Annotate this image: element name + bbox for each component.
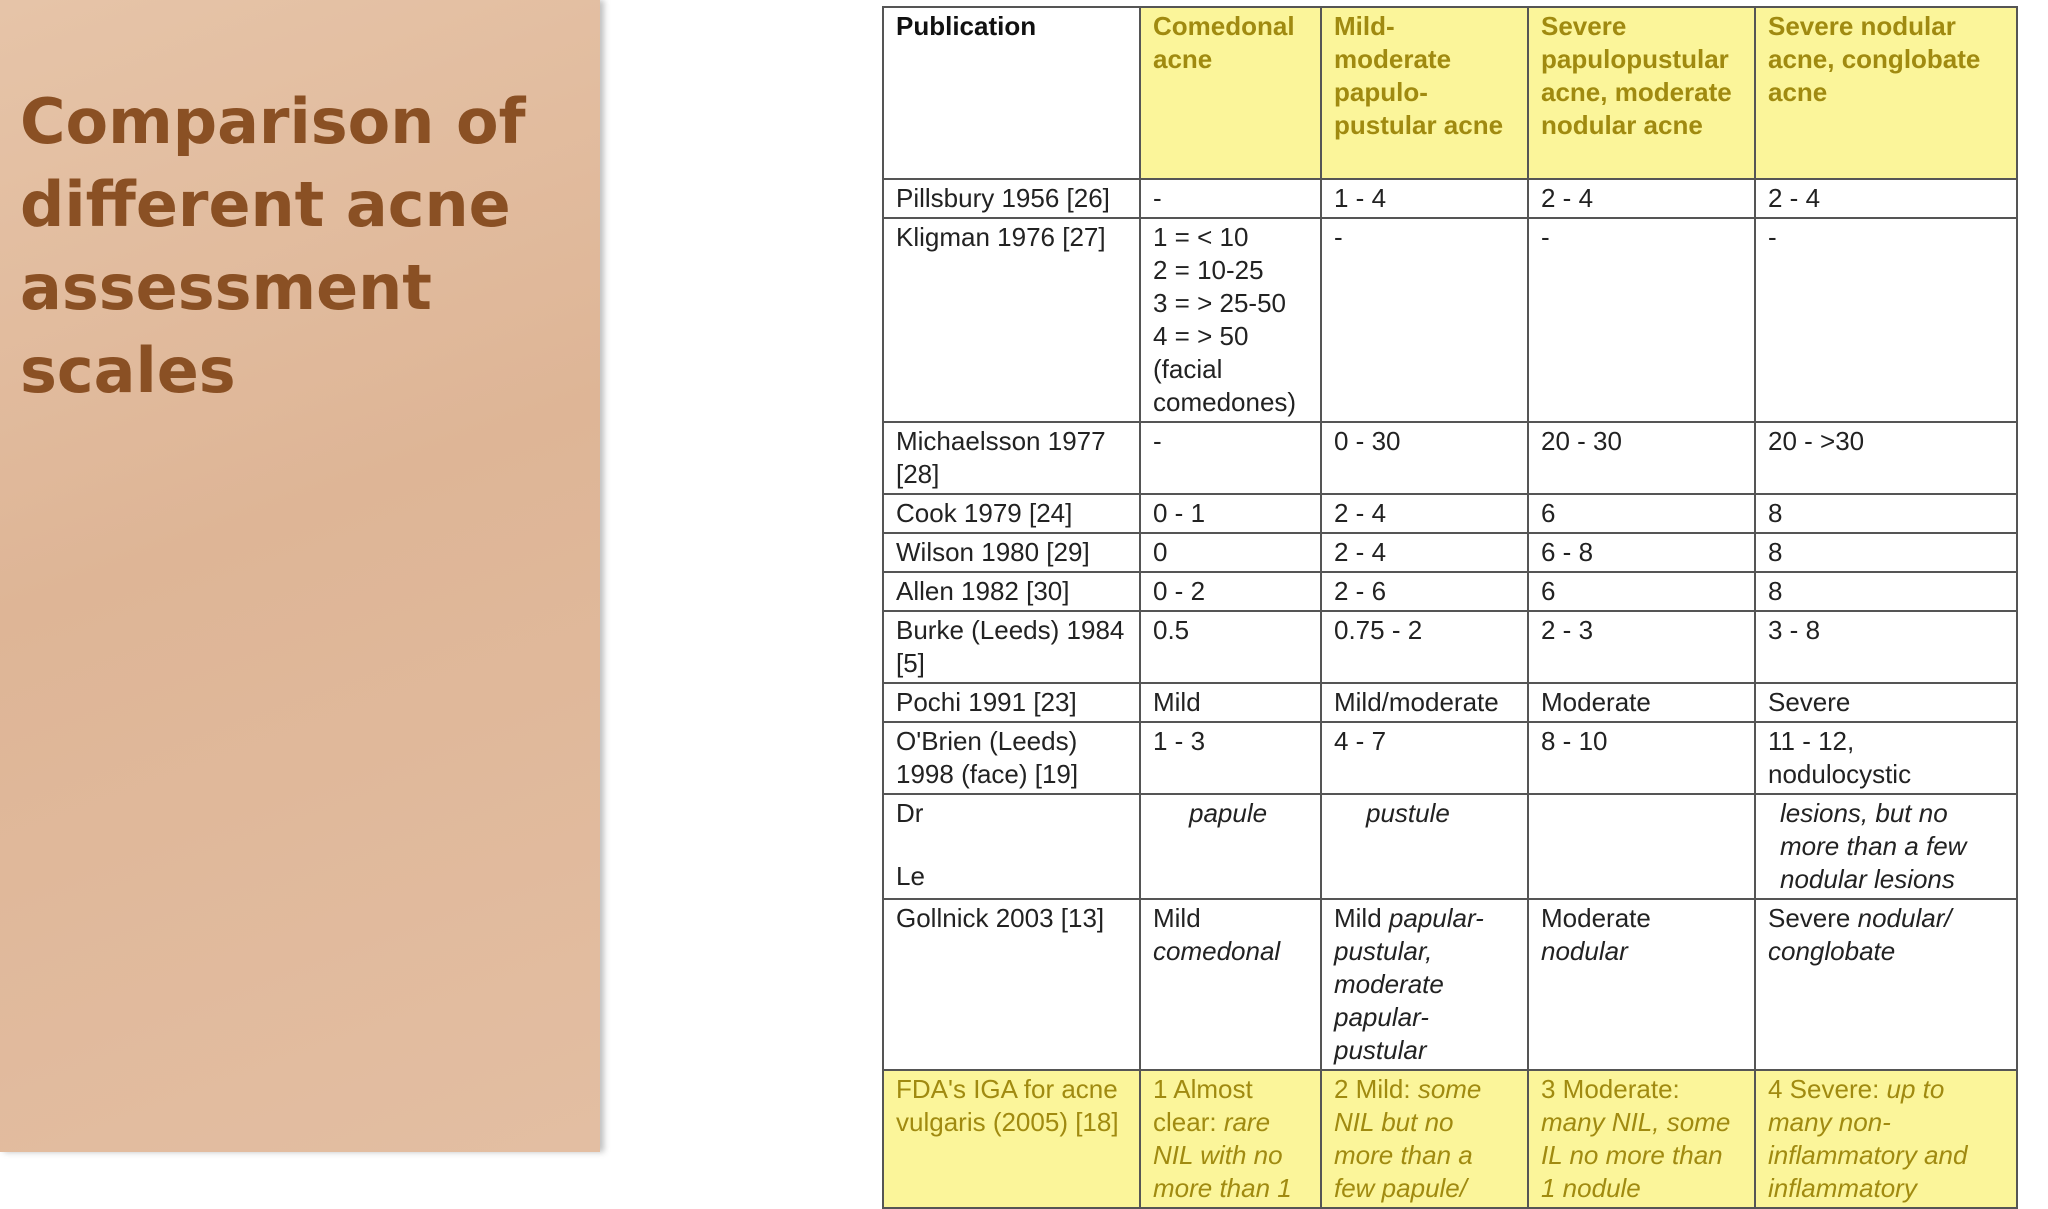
cell-italic-text: comedonal: [1153, 936, 1281, 966]
cell-italic-text: many NIL, some IL no more than 1 nodule: [1541, 1107, 1731, 1203]
cell-mild-moderate: 2 - 4: [1321, 494, 1528, 533]
table-row: [883, 533, 2017, 572]
cell-publication: Allen 1982 [30]: [883, 572, 1140, 611]
cell-comedonal: -: [1140, 179, 1321, 218]
cell-severe-papulopustular: Moderate: [1528, 683, 1755, 722]
cell-mild-moderate-fragment: pustule: [1321, 794, 1528, 899]
cell-comedonal-fragment: papule: [1140, 794, 1321, 899]
header-severe-nodular: Severe nodular acne, conglobate acne: [1755, 7, 2017, 179]
table-row: [883, 218, 2017, 422]
cell-plain-text: 4 Severe:: [1768, 1074, 1880, 1104]
cell-publication: Pillsbury 1956 [26]: [883, 179, 1140, 218]
cell-severe-papulopustular: 2 - 4: [1528, 179, 1755, 218]
cell-comedonal: -: [1140, 422, 1321, 494]
cell-italic-text: nodular/ conglobate: [1768, 903, 1952, 966]
table-row: [883, 722, 2017, 794]
cell-publication: Pochi 1991 [23]: [883, 683, 1140, 722]
cell-mild-moderate: [1321, 1070, 1528, 1208]
cell-mild-moderate: 4 - 7: [1321, 722, 1528, 794]
cell-severe-papulopustular: -: [1528, 218, 1755, 422]
slide-title: Comparison of different acne assessment scales: [20, 85, 526, 407]
cell-severe-papulopustular: 6 - 8: [1528, 533, 1755, 572]
cell-comedonal: 1 - 3: [1140, 722, 1321, 794]
cell-comedonal: [1140, 1070, 1321, 1208]
cell-severe-papulopustular: 6: [1528, 572, 1755, 611]
cell-publication: Kligman 1976 [27]: [883, 218, 1140, 422]
cell-publication: Cook 1979 [24]: [883, 494, 1140, 533]
cell-severe-papulopustular: [1528, 1070, 1755, 1208]
cell-comedonal: 0.5: [1140, 611, 1321, 683]
cell-severe-nodular: 20 - >30: [1755, 422, 2017, 494]
cell-severe-nodular: 8: [1755, 572, 2017, 611]
cell-italic-text: up to many non-inflammatory and inflammatory: [1768, 1074, 1968, 1203]
cell-severe-nodular: Severe: [1755, 683, 2017, 722]
cell-severe-papulopustular: 6: [1528, 494, 1755, 533]
table-row: [883, 494, 2017, 533]
cell-severe-nodular: -: [1755, 218, 2017, 422]
truncated-text-top: Dr: [896, 798, 924, 828]
cell-comedonal: 0 - 1: [1140, 494, 1321, 533]
cell-comedonal: 0: [1140, 533, 1321, 572]
cell-severe-nodular: 8: [1755, 494, 2017, 533]
cell-publication: O'Brien (Leeds) 1998 (face) [19]: [883, 722, 1140, 794]
cell-severe-nodular-fragment: lesions, but no more than a few nodular lesions: [1755, 794, 2017, 899]
cell-severe-nodular: 2 - 4: [1755, 179, 2017, 218]
cell-severe-papulopustular: 2 - 3: [1528, 611, 1755, 683]
cell-mild-moderate: 1 - 4: [1321, 179, 1528, 218]
cell-publication: FDA's IGA for acne vulgaris (2005) [18]: [883, 1070, 1140, 1208]
cell-plain-text: Mild: [1334, 903, 1382, 933]
cell-mild-moderate: [1321, 899, 1528, 1070]
table-row: [883, 179, 2017, 218]
table-row: [883, 572, 2017, 611]
cell-publication: Michaelsson 1977 [28]: [883, 422, 1140, 494]
cell-severe-nodular: [1755, 899, 2017, 1070]
cell-severe-papulopustular: 8 - 10: [1528, 722, 1755, 794]
header-mild-moderate: Mild- moderate papulo- pustular acne: [1321, 7, 1528, 179]
cell-comedonal: 1 = < 10 2 = 10-25 3 = > 25-50 4 = > 50 (facial comedones): [1140, 218, 1321, 422]
cell-severe-nodular: 8: [1755, 533, 2017, 572]
header-severe-papulopustular: Severe papulopustular acne, moderate nodular acne: [1528, 7, 1755, 179]
truncated-text-bottom: Le: [896, 861, 925, 891]
cell-publication: Wilson 1980 [29]: [883, 533, 1140, 572]
acne-scales-table: [882, 6, 2018, 1209]
header-comedonal: Comedonal acne: [1140, 7, 1321, 179]
cell-severe-nodular: [1755, 1070, 2017, 1208]
cell-mild-moderate: -: [1321, 218, 1528, 422]
cell-plain-text: Moderate: [1541, 903, 1651, 933]
cell-mild-moderate: 2 - 4: [1321, 533, 1528, 572]
table-header-row: [883, 7, 2017, 179]
table-row-fda: [883, 1070, 2017, 1208]
cell-plain-text: 3 Moderate:: [1541, 1074, 1680, 1104]
table-row-misaligned: [883, 794, 2017, 899]
cell-comedonal: 0 - 2: [1140, 572, 1321, 611]
table-row: [883, 422, 2017, 494]
cell-severe-papulopustular-fragment: [1528, 794, 1755, 899]
cell-plain-text: Mild: [1153, 903, 1201, 933]
cell-plain-text: 1 Almost clear:: [1153, 1074, 1253, 1137]
table-row: [883, 683, 2017, 722]
cell-italic-text: some NIL but no more than a few papule/: [1334, 1074, 1482, 1203]
cell-italic-text: nodular: [1541, 936, 1628, 966]
table-row: [883, 899, 2017, 1070]
cell-severe-papulopustular: [1528, 899, 1755, 1070]
title-panel: [0, 0, 600, 1152]
table-body: [883, 179, 2017, 1208]
cell-italic-text: rare NIL with no more than 1: [1153, 1107, 1292, 1203]
cell-publication: Burke (Leeds) 1984 [5]: [883, 611, 1140, 683]
cell-italic-text: papular-pustular, moderate papular-pustular: [1334, 903, 1484, 1065]
cell-severe-papulopustular: 20 - 30: [1528, 422, 1755, 494]
cell-plain-text: 2 Mild:: [1334, 1074, 1411, 1104]
cell-plain-text: Severe: [1768, 903, 1851, 933]
comparison-table-container: [882, 6, 2016, 1203]
cell-mild-moderate: 2 - 6: [1321, 572, 1528, 611]
cell-publication: Gollnick 2003 [13]: [883, 899, 1140, 1070]
header-publication: Publication: [883, 7, 1140, 179]
cell-mild-moderate: Mild/moderate: [1321, 683, 1528, 722]
cell-comedonal: Mild: [1140, 683, 1321, 722]
cell-mild-moderate: 0.75 - 2: [1321, 611, 1528, 683]
cell-comedonal: [1140, 899, 1321, 1070]
cell-publication-truncated: [883, 794, 1140, 899]
cell-severe-nodular: 11 - 12, nodulocystic: [1755, 722, 2017, 794]
table-row: [883, 611, 2017, 683]
cell-mild-moderate: 0 - 30: [1321, 422, 1528, 494]
cell-severe-nodular: 3 - 8: [1755, 611, 2017, 683]
